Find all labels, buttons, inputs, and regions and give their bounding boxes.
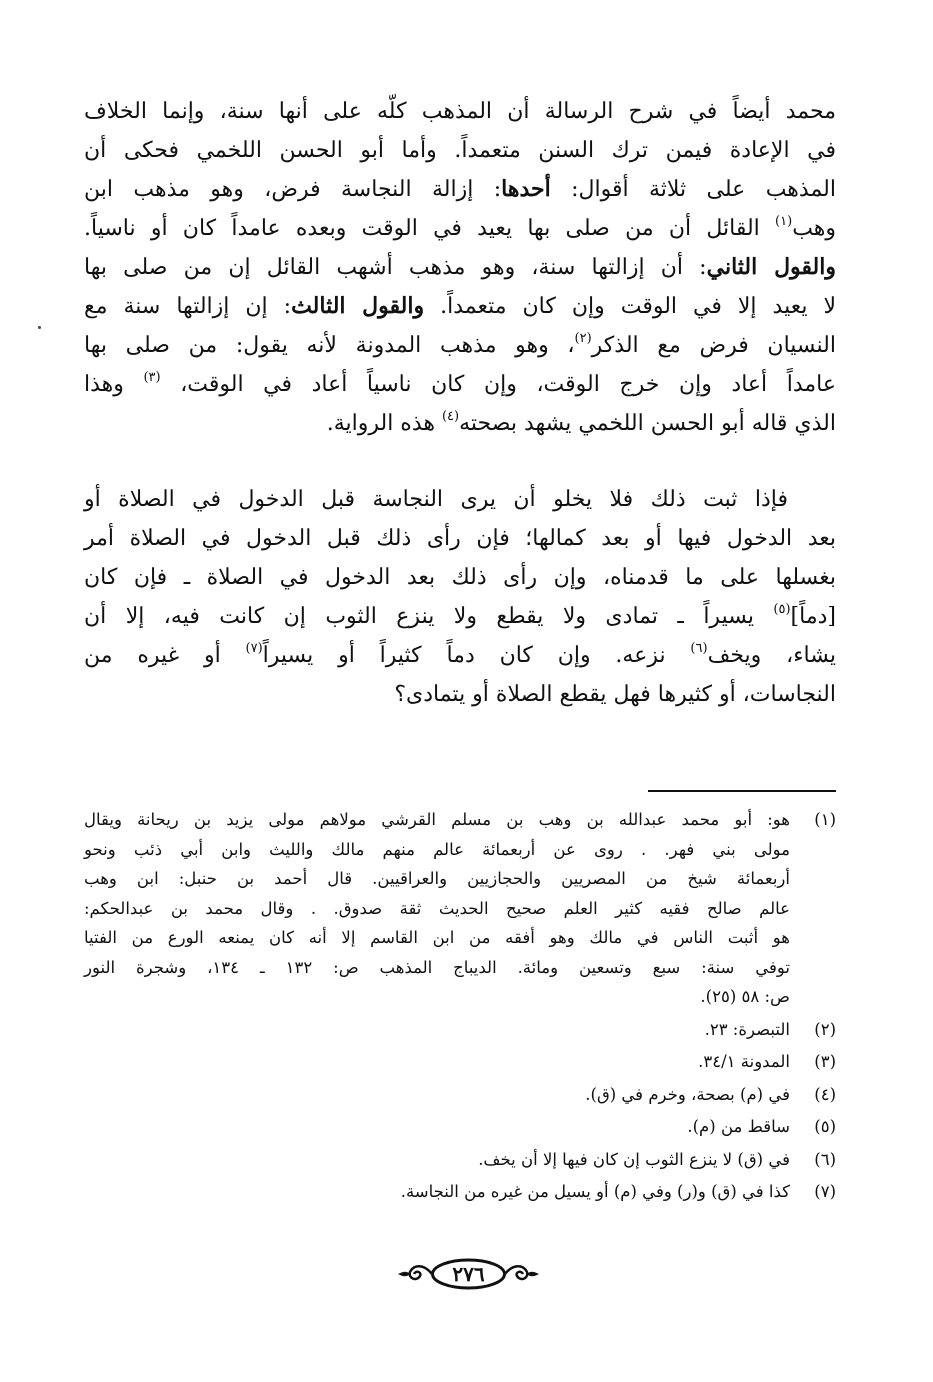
scan-speck — [38, 326, 41, 329]
footnote-ref: (١) — [775, 214, 793, 229]
footnote-3 — [84, 1047, 836, 1077]
footnote-line: عالم صالح فقيه كثير العلم صحيح الحديث ثقة صدوق. . وقال محمد بن عبدالحكم: — [84, 898, 790, 918]
footnote-separator — [648, 790, 836, 792]
footnote-7 — [84, 1177, 836, 1207]
footnotes — [84, 805, 836, 1207]
page-number: ٢٧٦ — [452, 1262, 485, 1286]
footnote-number: (٥) — [814, 1117, 836, 1136]
footnote-ref: (٣) — [143, 370, 161, 385]
footnote-text: كذا في (ق) و(ر) وفي (م) أو يسيل من غيره من النجاسة. — [400, 1182, 790, 1201]
footnote-ref: (٦) — [690, 641, 708, 656]
footnote-line: مولى بني فهر. . روى عن أربعمائة عالم منهم مالك والليث وابن أبي ذئب ونحو — [84, 839, 790, 859]
footnote-ref: (٧) — [245, 641, 263, 656]
footnote-ref: (٤) — [441, 409, 460, 424]
footnote-number: (٤) — [814, 1084, 836, 1104]
text-line: لا يعيد إلا في الوقت وإن كان متعمداً. والقول الثالث: إن إزالتها سنة مع — [84, 293, 836, 319]
page-number-ornament — [396, 1256, 541, 1292]
bold-term: والقول الثالث — [291, 293, 425, 319]
text-line: وهب$^{(١)}$ القائل أن من صلى بها يعيد في الوقت وبعده عامداً كان أو ناسياً. — [84, 214, 837, 241]
footnote-ref: (٥) — [773, 602, 791, 617]
footnote-number: (٦) — [814, 1149, 836, 1169]
footnote-line: أربعمائة شيخ من المصريين والحجازيين والعراقيين. قال أحمد بن حنبل: ابن وهب — [84, 869, 790, 888]
text-line: النسيان فرض مع الذكر$^{(٢)}$، وهو مذهب المدونة لأنه يقول: من صلى بها — [84, 331, 836, 358]
footnote-number: (٢) — [814, 1019, 836, 1039]
text-line: في الإعادة فيمن ترك السنن متعمداً. وأما أبو الحسن اللخمي فحكى أن — [84, 138, 836, 163]
text-line: والقول الثاني: أن إزالتها سنة، وهو مذهب أشهب القائل إن من صلى بها — [84, 254, 836, 280]
footnote-line: هو: أبو محمد عبدالله بن وهب بن مسلم القرشي مولاهم مولى يزيد بن ريحانة ويقال — [84, 810, 790, 829]
footnote-number: (٣) — [814, 1052, 836, 1071]
paragraph-1 — [84, 92, 836, 443]
footnote-text: التبصرة: ٢٣. — [704, 1019, 790, 1039]
footnote-number: (٧) — [814, 1182, 836, 1201]
text-line: الذي قاله أبو الحسن اللخمي يشهد بصحته$^{(٤)}$ هذه الرواية. — [326, 409, 836, 436]
footnote-6 — [84, 1145, 836, 1175]
footnote-text: المدونة ٣٤/١. — [698, 1052, 790, 1071]
text-line: عامداً أعاد وإن خرج الوقت، وإن كان ناسياً أعاد في الوقت، $^{(٣)}$ وهذا — [84, 370, 836, 397]
bold-term: والقول الثاني — [706, 254, 836, 280]
footnote-text: ساقط من (م). — [687, 1117, 790, 1136]
text-line: النجاسات، أو كثيرها فهل يقطع الصلاة أو يتمادى؟ — [394, 682, 836, 707]
text-line: بغسلها على ما قدمناه، وإن رأى ذلك بعد الدخول في الصلاة ـ فإن كان — [84, 565, 836, 590]
footnote-text: في (م) بصحة، وخرم في (ق). — [585, 1084, 790, 1104]
text-line: بعد الدخول فيها أو بعد كمالها؛ فإن رأى ذلك قبل الدخول في الصلاة أمر — [84, 526, 836, 551]
text-line: فإذا ثبت ذلك فلا يخلو أن يرى النجاسة قبل الدخول في الصلاة أو — [84, 487, 788, 512]
footnote-5 — [84, 1112, 836, 1142]
footnote-1 — [84, 805, 836, 1012]
footnote-4 — [84, 1080, 836, 1110]
paragraph-2 — [84, 480, 836, 714]
main-text — [84, 92, 836, 714]
text-line: [دماً]$^{(٥)}$ يسيراً ـ تمادى ولا يقطع ولا ينزع الثوب إن كانت فيه، إلا أن — [84, 602, 836, 629]
footnote-line: هو أثبت الناس في مالك وهو أفقه من ابن القاسم إلا أنه كان يمنعه الورع من الفتيا — [84, 928, 790, 947]
footnote-2 — [84, 1015, 836, 1045]
footnote-text — [84, 805, 790, 1012]
bold-term: أحدها — [501, 176, 551, 202]
text-line: يشاء، ويخف$^{(٦)}$ نزعه. وإن كان دماً كثيراً أو يسيراً$^{(٧)}$ أو غيره من — [84, 641, 836, 668]
text-line: محمد أيضاً في شرح الرسالة أن المذهب كلّه على أنها سنة، وإنما الخلاف — [84, 99, 836, 124]
text-line: المذهب على ثلاثة أقوال: أحدها: إزالة النجاسة فرض، وهو مذهب ابن — [84, 176, 836, 202]
footnote-line: ص: ٥٨ (٢٥). — [700, 987, 790, 1006]
footnote-number: (١) — [814, 810, 836, 829]
footnote-text: في (ق) لا ينزع الثوب إن كان فيها إلا أن يخف. — [478, 1149, 790, 1169]
footnote-line: توفي سنة: سبع وتسعين ومائة. الديباج المذهب ص: ١٣٢ ـ ١٣٤، وشجرة النور — [84, 957, 791, 977]
footnote-ref: (٢) — [574, 331, 592, 346]
